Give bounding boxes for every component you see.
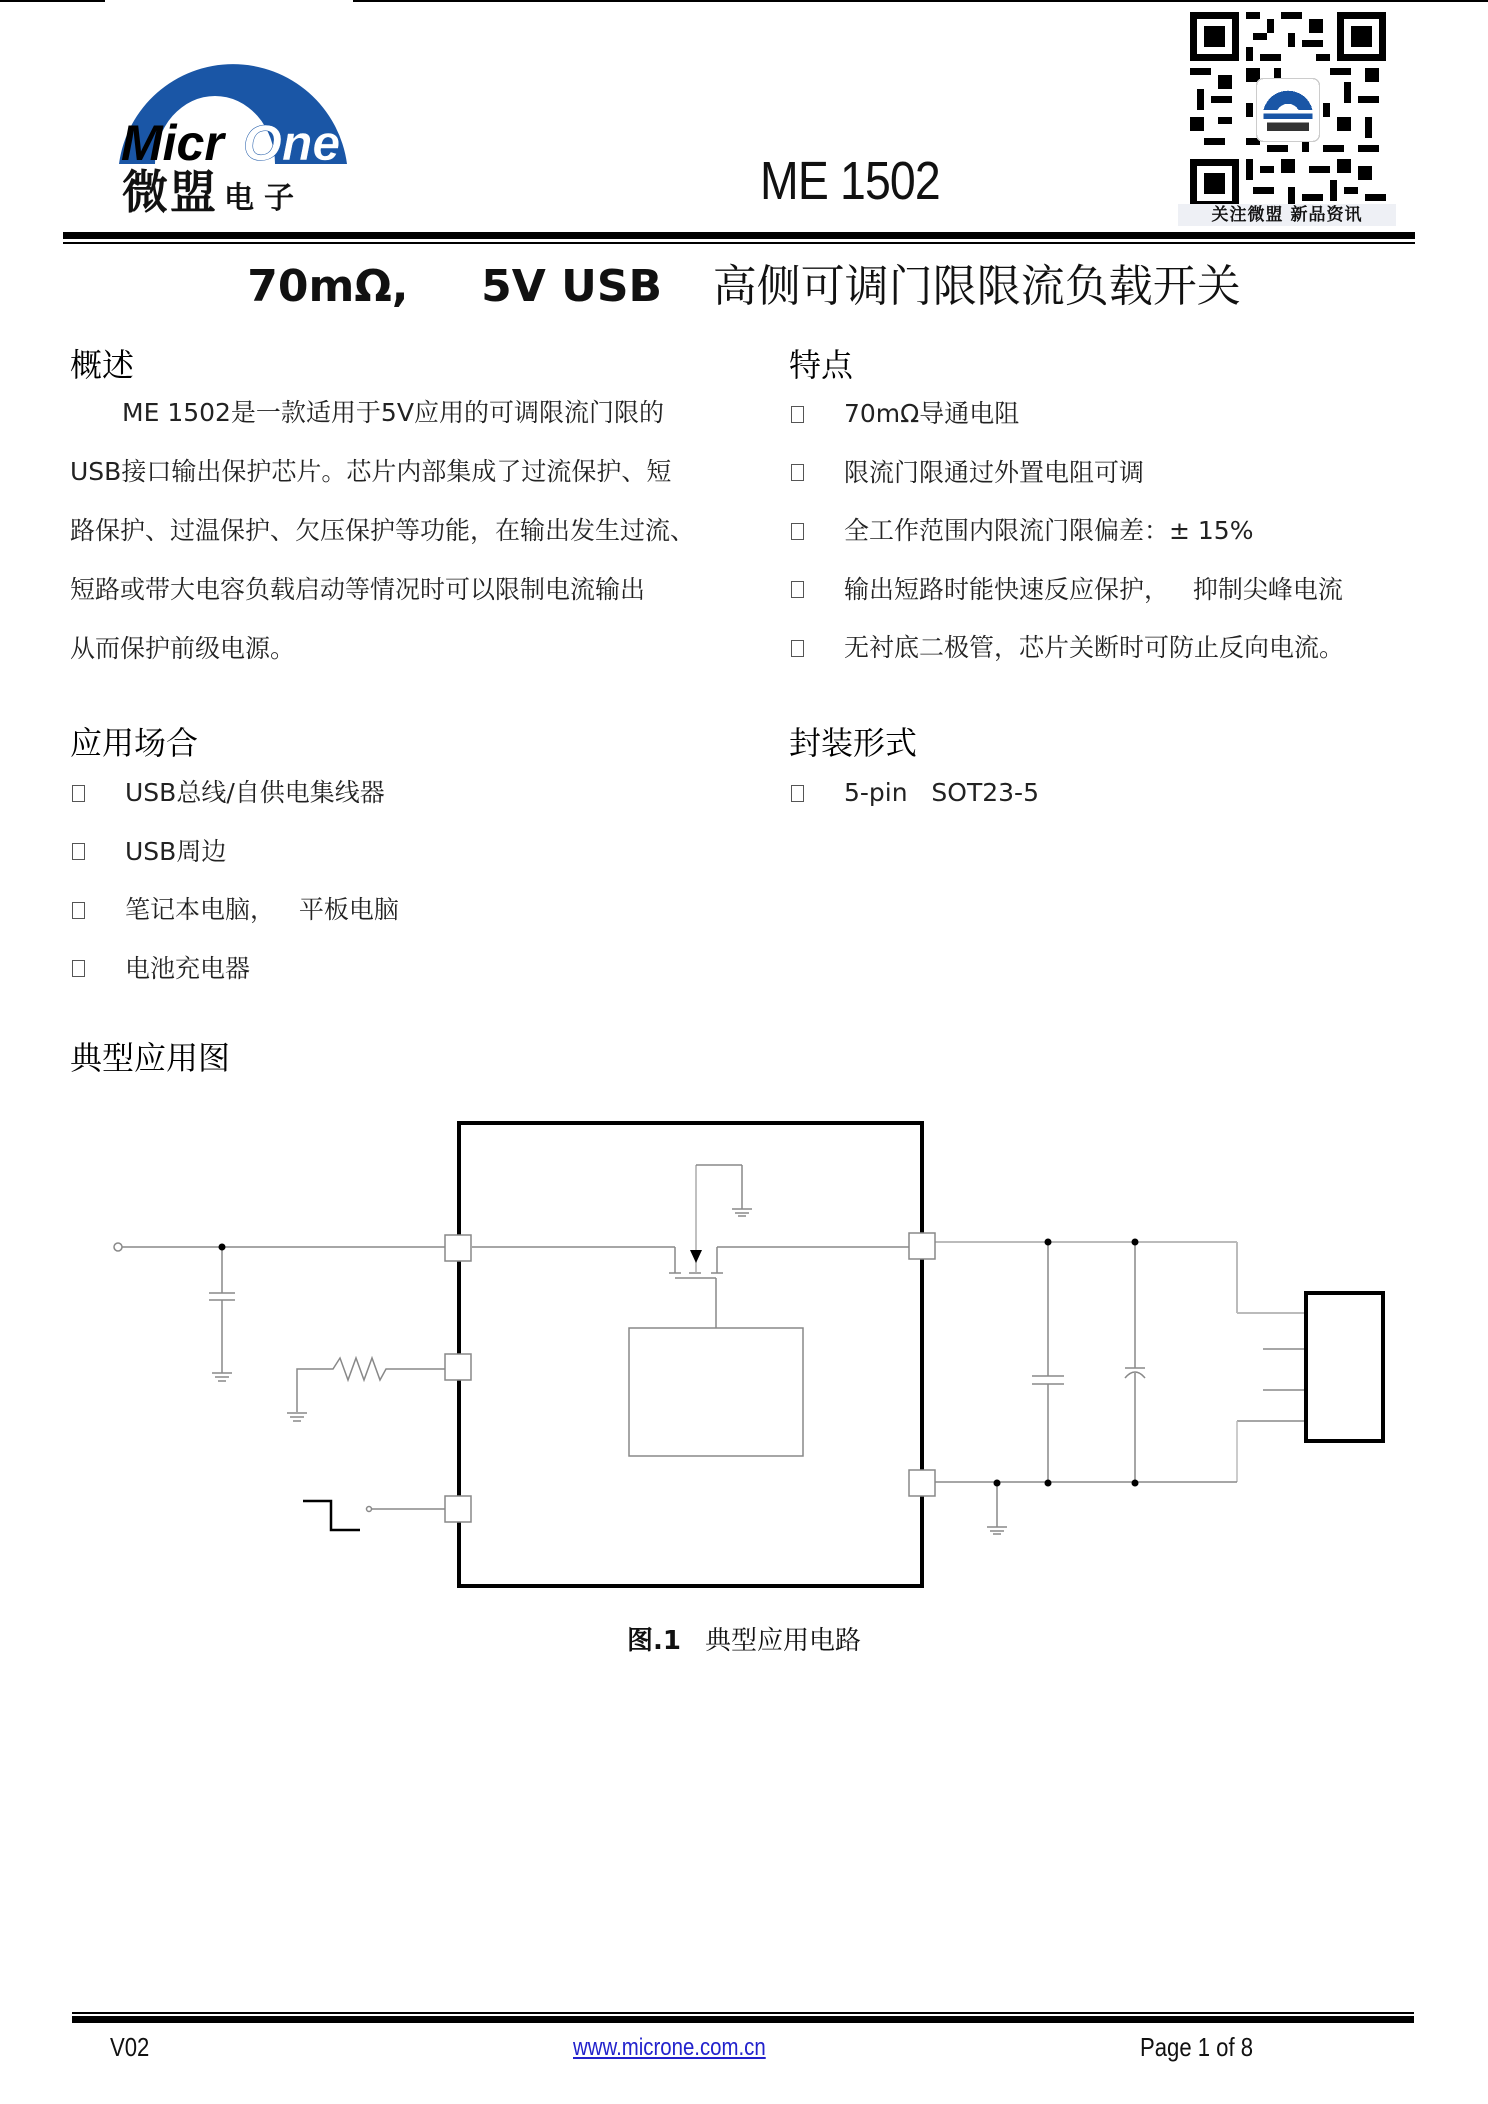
pin-ilim (445, 1354, 471, 1380)
ground-icon (212, 1373, 232, 1381)
application-text: USB周边 (125, 836, 227, 866)
body-diode-arrow-icon (690, 1250, 702, 1263)
control-block (629, 1328, 803, 1456)
overview-line: 短路或带大电容负载启动等情况时可以限制电流输出 (70, 575, 646, 604)
checkbox-bullet-icon (791, 785, 804, 802)
title-voltage: 5V USB (481, 261, 663, 312)
logo-cn-text (122, 156, 304, 222)
footer-website-link[interactable]: www.microne.com.cn (573, 2034, 766, 2061)
checkbox-bullet-icon (791, 406, 804, 423)
input-terminal-icon (114, 1243, 122, 1251)
logo-text-one: One (243, 115, 341, 171)
part-number: ME 1502 (760, 151, 940, 211)
figure-label: 图.1 (627, 1626, 681, 1656)
title-resistance: 70mΩ, (247, 261, 409, 312)
feature-text: 70mΩ导通电阻 (844, 399, 1020, 428)
checkbox-bullet-icon (791, 464, 804, 481)
overview-paragraph (70, 383, 710, 678)
ic-package-outline (459, 1123, 922, 1586)
ground-icon (287, 1413, 307, 1421)
top-rule (0, 0, 105, 2)
feature-item (789, 561, 1409, 620)
pin-in (445, 1235, 471, 1261)
features-list (789, 385, 1409, 678)
document-title (0, 250, 1488, 314)
feature-text: 输出短路时能快速反应保护， 抑制尖峰电流 (844, 574, 1343, 604)
pin-en (445, 1496, 471, 1522)
footer-page-number: Page 1 of 8 (1140, 2032, 1254, 2062)
overview-line: 从而保护前级电源。 (70, 634, 296, 663)
top-rule (353, 0, 1488, 2)
features-heading: 特点 (789, 346, 854, 384)
qr-code-icon (1190, 12, 1386, 208)
overview-line: 路保护、过温保护、欠压保护等功能，在输出发生过流、 (70, 516, 696, 545)
feature-item (789, 502, 1409, 561)
ground-icon (732, 1209, 752, 1216)
application-text: 笔记本电脑， 平板电脑 (125, 895, 399, 924)
ground-icon (987, 1527, 1007, 1534)
package-text: 5-pin SOT23-5 (844, 778, 1039, 807)
resistor-icon (297, 1358, 445, 1412)
feature-text: 限流门限通过外置电阻可调 (844, 457, 1145, 487)
application-item (70, 940, 690, 999)
usb-connector (1306, 1293, 1383, 1441)
overview-line: ME 1502是一款适用于5V应用的可调限流门限的 (122, 398, 664, 427)
feature-item (789, 444, 1409, 503)
title-description: 高侧可调门限限流负载开关 (712, 261, 1241, 312)
checkbox-bullet-icon (791, 581, 804, 598)
applications-list (70, 764, 690, 998)
checkbox-bullet-icon (791, 523, 804, 540)
checkbox-bullet-icon (72, 960, 85, 977)
application-item (70, 823, 690, 882)
package-item (789, 764, 1409, 823)
package-heading: 封装形式 (789, 724, 918, 762)
pin-gnd (909, 1470, 935, 1496)
figure-caption-text: 典型应用电路 (704, 1626, 861, 1656)
application-item (70, 881, 690, 940)
feature-item (789, 385, 1409, 444)
figure-caption (0, 1620, 1488, 1657)
feature-text: 无衬底二极管，芯片关断时可防止反向电流。 (844, 633, 1345, 662)
package-list (789, 764, 1409, 823)
footer-rule-thick (72, 2016, 1414, 2023)
feature-item (789, 619, 1409, 678)
typical-application-heading: 典型应用图 (70, 1039, 231, 1077)
checkbox-bullet-icon (791, 640, 804, 657)
overview-line: USB接口输出保护芯片。芯片内部集成了过流保护、短 (70, 457, 672, 486)
header-rule-thick (63, 232, 1415, 239)
footer-version: V02 (110, 2032, 150, 2062)
pin-out (909, 1233, 935, 1259)
qr-caption: 关注微盟 新品资讯 (1178, 204, 1396, 226)
application-text: USB总线/自供电集线器 (125, 778, 385, 807)
overview-heading: 概述 (70, 346, 135, 384)
checkbox-bullet-icon (72, 785, 85, 802)
logo-cn-suffix: 电子 (224, 181, 304, 216)
logo-text-micr: Micr (121, 115, 224, 171)
logo-cn-main: 微盟 (122, 165, 218, 219)
footer-rule-thin (72, 2012, 1414, 2014)
application-text: 电池充电器 (125, 953, 251, 983)
enable-signal-icon (303, 1501, 360, 1530)
application-item (70, 764, 690, 823)
checkbox-bullet-icon (72, 843, 85, 860)
checkbox-bullet-icon (72, 902, 85, 919)
header-rule-thin (63, 242, 1415, 244)
applications-heading: 应用场合 (70, 724, 199, 762)
feature-text: 全工作范围内限流门限偏差：± 15% (844, 516, 1254, 545)
